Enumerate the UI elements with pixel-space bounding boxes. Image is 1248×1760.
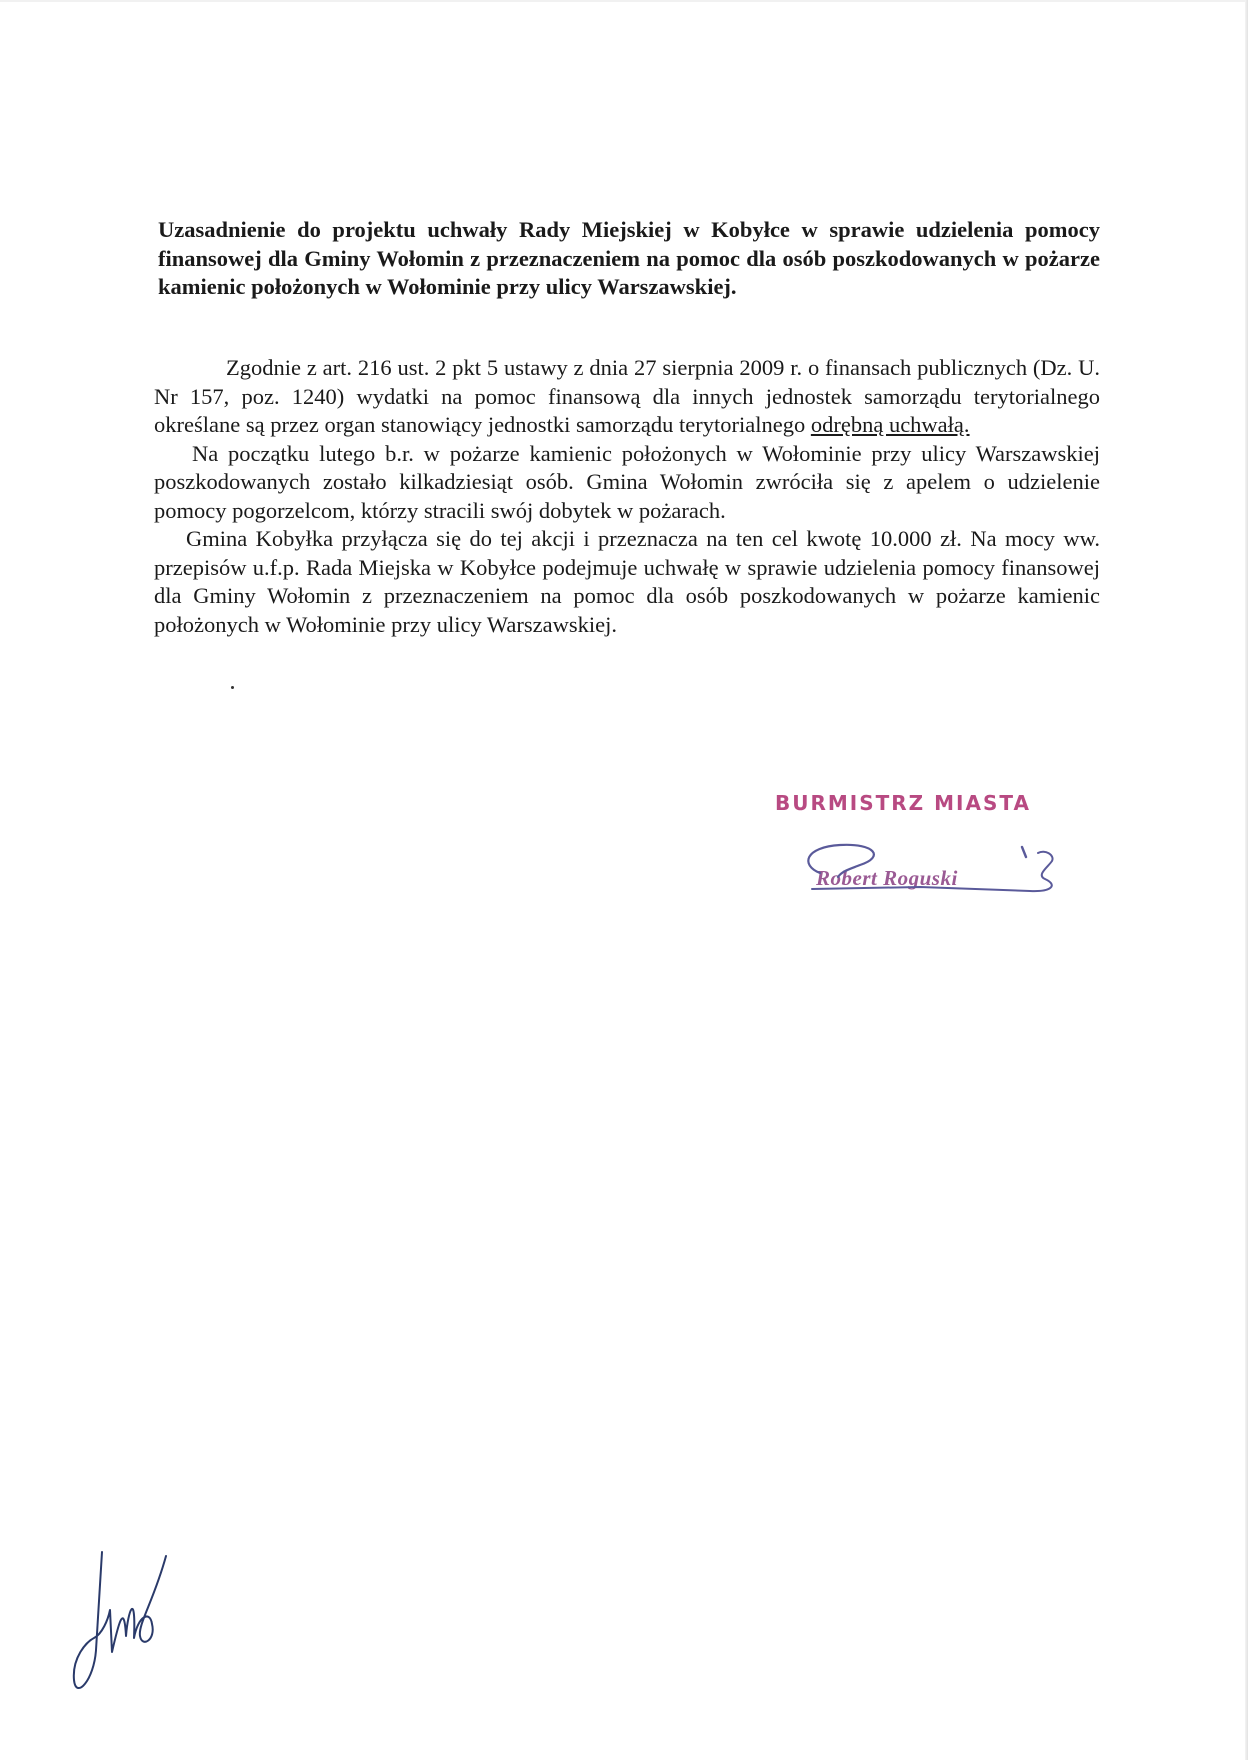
paragraph-contribution: Gmina Kobyłka przyłącza się do tej akcji i przeznacza na ten cel kwotę 10.000 zł. Na mocy ww. przepisów u.f.p. Rada Miejska w Kobyłce podejmuje uchwałę w sprawie udzielenia pomocy finansowej dla Gminy Wołomin z przeznaczeniem na pomoc dla osób poszkodowanych w pożarze kamienic położonych w Wołominie przy ulicy Warszawskiej. bbox=[154, 526, 1100, 637]
stray-dot bbox=[231, 686, 234, 689]
paragraph-fire-event: Na początku lutego b.r. w pożarze kamienic położonych w Wołominie przy ulicy Warszawskiej poszkodowanych zostało kilkadziesiąt osób. Gmina Wołomin zwróciła się z apelem o udzielenie pomocy pogorzelcom, którzy stracili swój dobytek w pożarach. bbox=[154, 440, 1100, 523]
paragraph-legal-basis-text: Zgodnie z art. 216 ust. 2 pkt 5 ustawy z dnia 27 sierpnia 2009 r. o finansach publicznych (Dz. U. Nr 157, poz. 1240) wydatki na pomoc finansową dla innych jednostek samorządu terytorialnego określane są przez organ stanowiący jednostki samorządu terytorialnego bbox=[154, 355, 1100, 437]
paragraph-legal-basis bbox=[154, 354, 1100, 440]
initials-paraph bbox=[68, 1540, 178, 1710]
scan-top-edge bbox=[0, 0, 1248, 2]
document-body bbox=[154, 354, 1100, 639]
mayor-stamp-name: Robert Roguski bbox=[816, 866, 958, 890]
mayor-stamp-title: BURMISTRZ MIASTA bbox=[775, 791, 1031, 815]
document-heading: Uzasadnienie do projektu uchwały Rady Miejskiej w Kobyłce w sprawie udzielenia pomocy finansowej dla Gminy Wołomin z przeznaczeniem na pomoc dla osób poszkodowanych w pożarze kamienic położonych w Wołominie przy ulicy Warszawskiej. bbox=[158, 217, 1100, 299]
underlined-phrase: odrębną uchwałą. bbox=[810, 412, 970, 437]
mayor-signature bbox=[790, 835, 1080, 915]
